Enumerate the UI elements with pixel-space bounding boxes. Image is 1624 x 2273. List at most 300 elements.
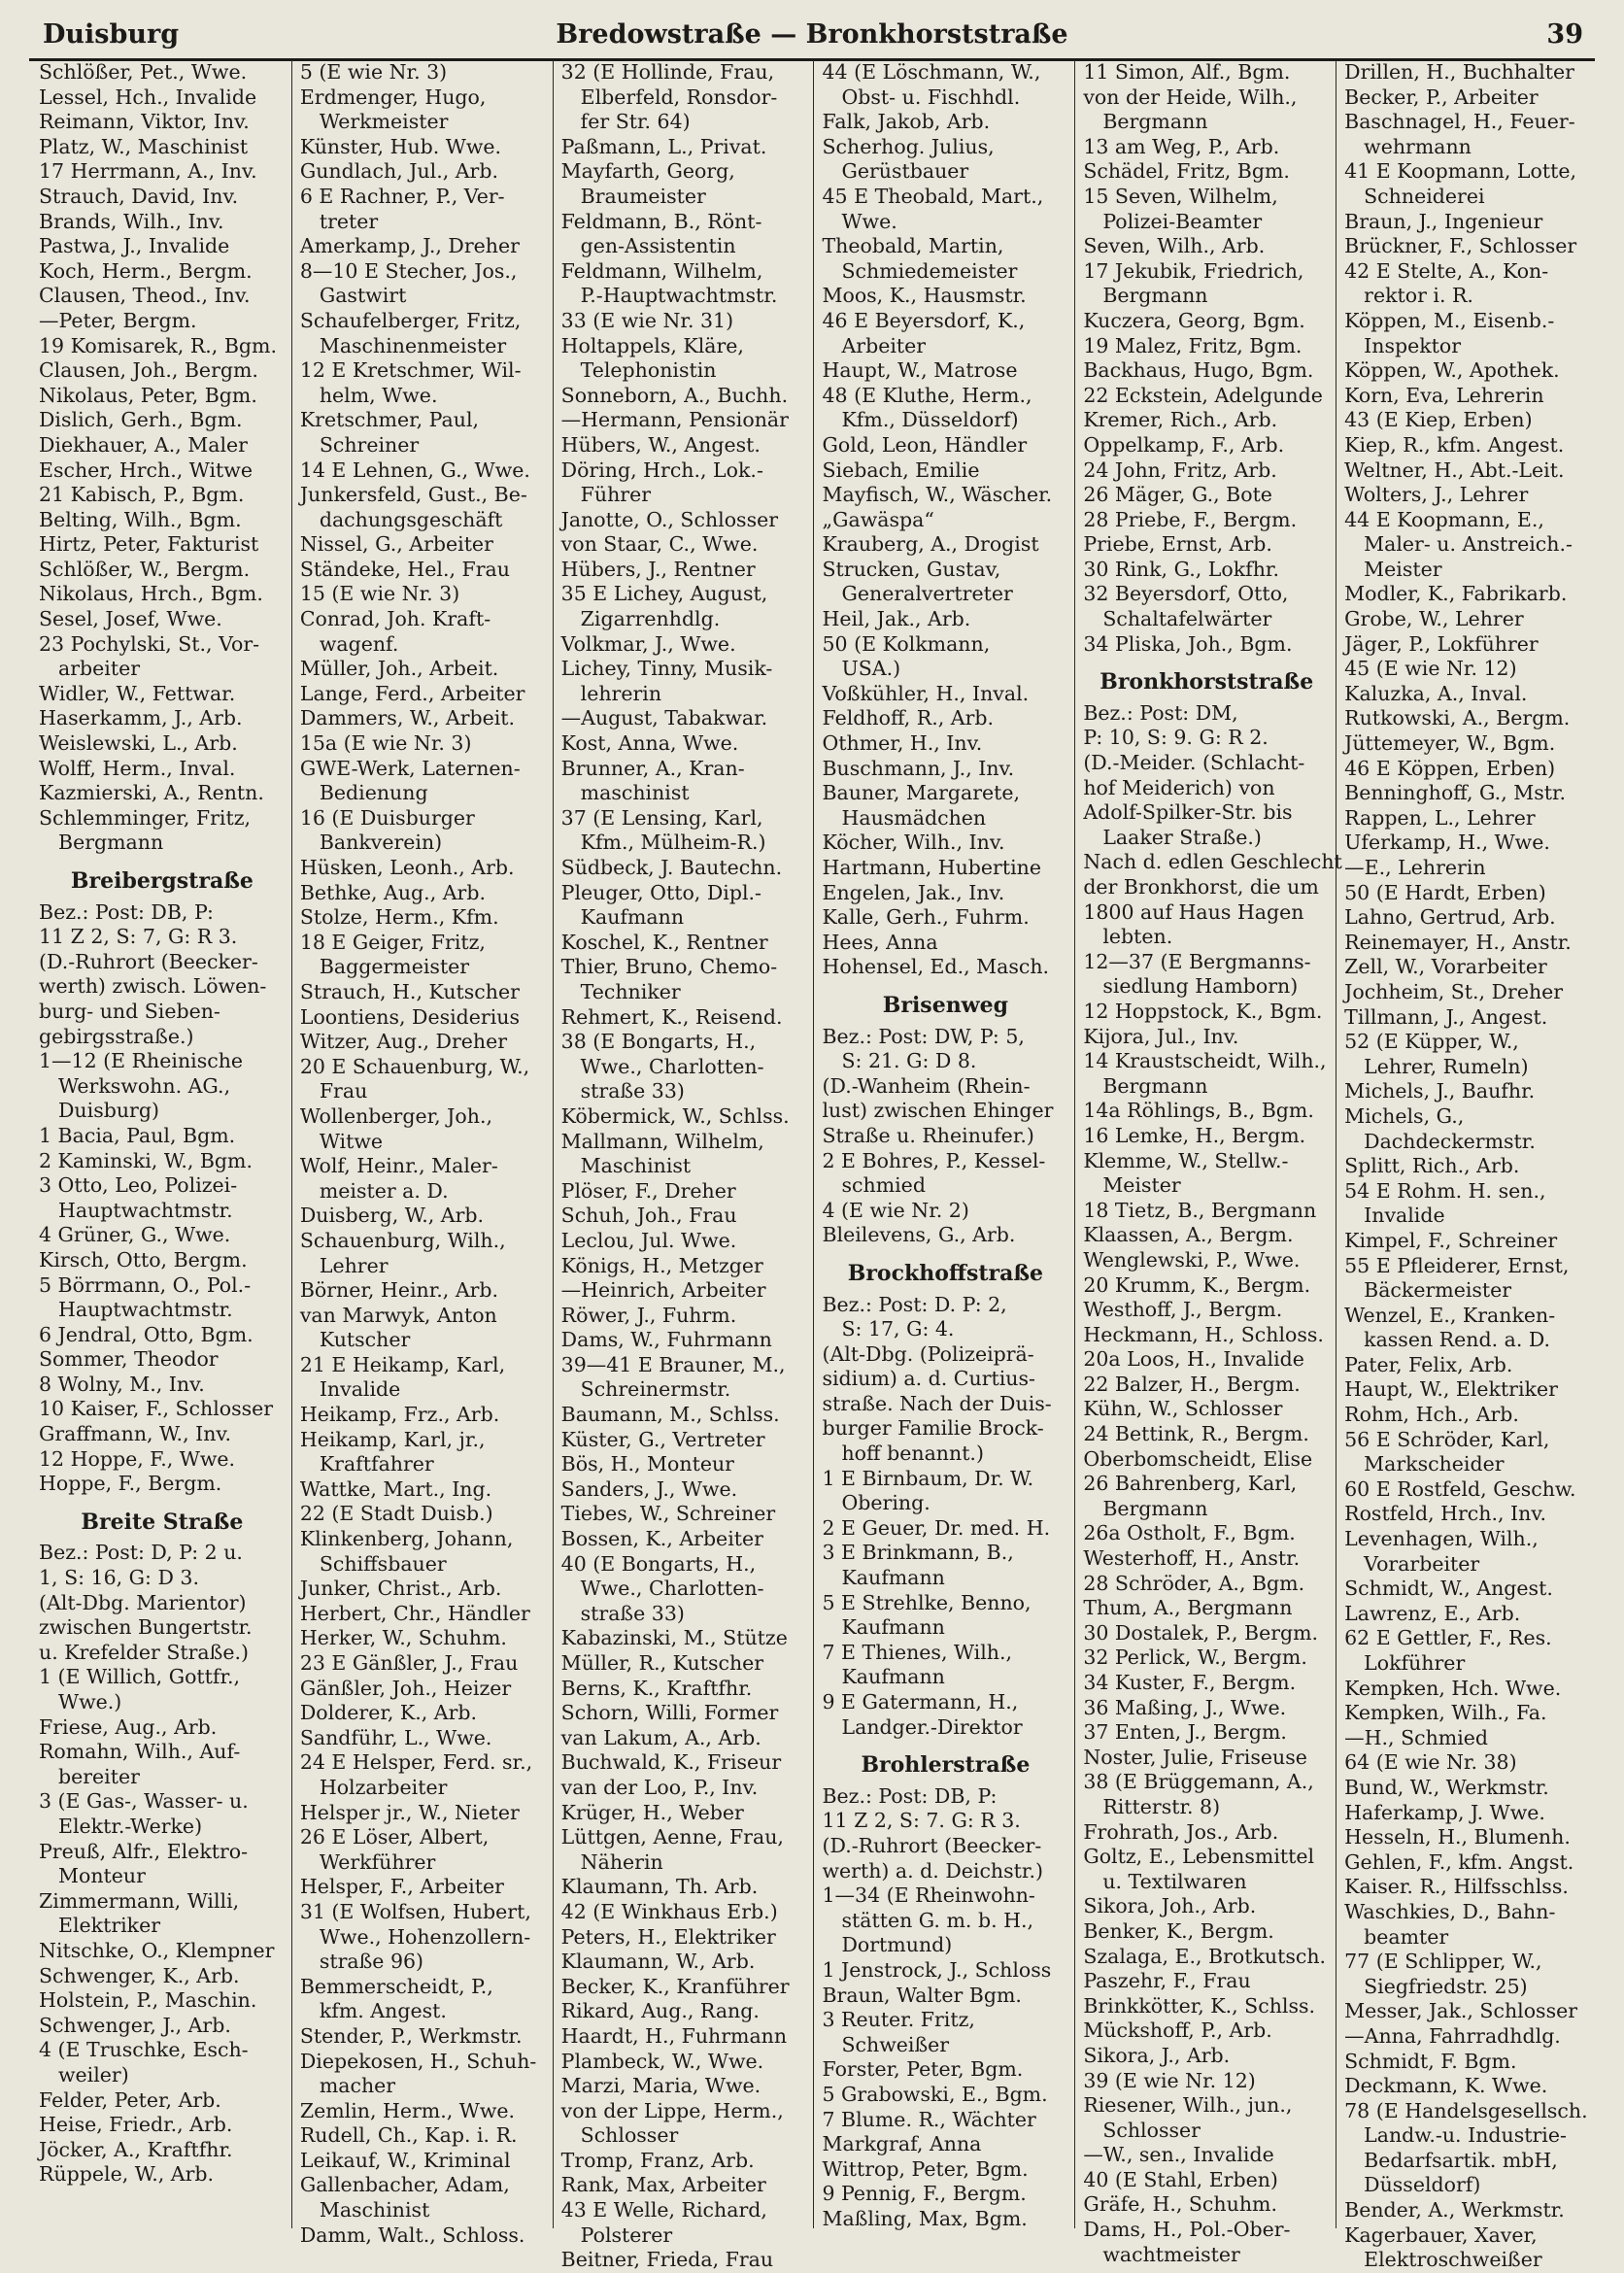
directory-entry: 13 am Weg, P., Arb. bbox=[1083, 134, 1280, 158]
directory-entry: 1, S: 16, G: D 3. bbox=[39, 1566, 199, 1590]
directory-entry: 6 E Rachner, P., Ver- bbox=[299, 184, 505, 208]
directory-entry: Wolf, Heinr., Maler- bbox=[299, 1154, 498, 1178]
directory-entry: Holtappels, Kläre, bbox=[560, 333, 744, 357]
directory-entry: Strauch, H., Kutscher bbox=[299, 979, 520, 1003]
directory-entry: Elektriker bbox=[58, 1914, 161, 1938]
directory-entry: Wittrop, Peter, Bgm. bbox=[822, 2156, 1029, 2181]
directory-entry: Landger.-Direktor bbox=[841, 1714, 1023, 1739]
directory-entry: Backhaus, Hugo, Bgm. bbox=[1083, 358, 1314, 383]
directory-entry: Polizei-Beamter bbox=[1102, 209, 1263, 233]
directory-entry: Benninghoff, G., Mstr. bbox=[1344, 781, 1567, 805]
directory-entry: Frau bbox=[319, 1079, 368, 1103]
directory-entry: Klaumann, Th. Arb. bbox=[560, 1875, 759, 1899]
directory-entry: Hartmann, Hubertine bbox=[822, 856, 1041, 879]
directory-entry: Gold, Leon, Händler bbox=[822, 432, 1028, 457]
directory-entry: Schuh, Joh., Frau bbox=[560, 1204, 737, 1228]
directory-entry: straße 33) bbox=[580, 1601, 685, 1625]
directory-entry: 26 Mäger, G., Bote bbox=[1083, 483, 1272, 507]
directory-entry: Feldmann, B., Rönt- bbox=[560, 209, 762, 233]
directory-entry: 5 Grabowski, E., Bgm. bbox=[822, 2082, 1048, 2106]
directory-entry: werth) a. d. Deichstr.) bbox=[822, 1858, 1043, 1883]
directory-entry: Bös, H., Monteur bbox=[560, 1452, 734, 1476]
directory-entry: Maschinist bbox=[580, 1154, 692, 1178]
directory-entry: Kühn, W., Schlosser bbox=[1083, 1397, 1283, 1421]
directory-entry: Hübers, J., Rentner bbox=[560, 557, 756, 581]
directory-entry: 40 (E Stahl, Erben) bbox=[1083, 2167, 1278, 2191]
directory-entry: Mayfisch, W., Wäscher. bbox=[822, 483, 1053, 507]
directory-entry: Kaufmann bbox=[841, 1665, 945, 1689]
directory-entry: Bauner, Margarete, bbox=[822, 781, 1021, 805]
directory-entry: Bund, W., Werkmstr. bbox=[1344, 1775, 1549, 1799]
directory-entry: Rutkowski, A., Bergm. bbox=[1344, 706, 1571, 730]
directory-entry: 15 Seven, Wilhelm, bbox=[1083, 184, 1278, 208]
directory-entry: 20 Krumm, K., Bergm. bbox=[1083, 1272, 1311, 1297]
directory-entry: Obering. bbox=[841, 1491, 930, 1515]
column-4 bbox=[813, 60, 1074, 2228]
directory-entry: Erdmenger, Hugo, bbox=[299, 85, 487, 109]
directory-entry: Engelen, Jak., Inv. bbox=[822, 880, 1005, 904]
directory-entry: S: 21. G: D 8. bbox=[841, 1049, 977, 1073]
directory-entry: Schreinermstr. bbox=[580, 1377, 731, 1402]
directory-entry: Haupt, W., Matrose bbox=[822, 358, 1018, 383]
directory-entry: 43 E Welle, Richard, bbox=[560, 2198, 767, 2222]
directory-entry: —E., Lehrerin bbox=[1344, 856, 1486, 879]
directory-entry: Kalle, Gerh., Fuhrm. bbox=[822, 905, 1030, 930]
directory-entry: Loontiens, Desiderius bbox=[299, 1004, 520, 1029]
directory-entry: Hoppe, F., Bergm. bbox=[39, 1472, 222, 1496]
directory-entry: Weltner, H., Abt.-Leit. bbox=[1344, 458, 1565, 482]
directory-entry: Rappen, L., Lehrer bbox=[1344, 805, 1536, 830]
directory-entry: Jochheim, St., Dreher bbox=[1344, 979, 1564, 1003]
directory-entry: Jöcker, A., Kraftfhr. bbox=[39, 2137, 233, 2161]
directory-entry: Königs, H., Metzger bbox=[560, 1253, 763, 1277]
directory-entry: 30 Rink, G., Lokfhr. bbox=[1083, 557, 1279, 581]
column-1 bbox=[31, 60, 291, 2228]
directory-entry: Baschnagel, H., Feuer- bbox=[1344, 110, 1575, 134]
directory-entry: 37 Enten, J., Bergm. bbox=[1083, 1720, 1287, 1745]
directory-entry: 28 Schröder, A., Bgm. bbox=[1083, 1571, 1305, 1595]
directory-entry: Michels, G., bbox=[1344, 1103, 1465, 1128]
directory-entry: Strauch, David, Inv. bbox=[39, 184, 239, 208]
directory-entry: (Alt-Dbg. (Polizeiprä- bbox=[822, 1341, 1034, 1366]
directory-entry: Kirsch, Otto, Bergm. bbox=[39, 1247, 248, 1272]
directory-entry: wagenf. bbox=[319, 631, 399, 656]
directory-entry: 14 Kraustscheidt, Wilh., bbox=[1083, 1049, 1327, 1073]
directory-entry: Sandführ, L., Wwe. bbox=[299, 1725, 492, 1749]
directory-entry: Lahno, Gertrud, Arb. bbox=[1344, 905, 1556, 930]
header-street-range: Bredowstraße — Bronkhorststraße bbox=[556, 19, 1068, 50]
directory-entry: Pastwa, J., Invalide bbox=[39, 234, 230, 258]
directory-entry: Döring, Hrch., Lok.- bbox=[560, 458, 763, 482]
directory-entry: 42 E Stelte, A., Kon- bbox=[1344, 258, 1549, 283]
directory-entry: Polsterer bbox=[580, 2222, 673, 2247]
directory-entry: meister a. D. bbox=[319, 1178, 449, 1203]
directory-entry: Baumann, M., Schlss. bbox=[560, 1403, 780, 1427]
directory-entry: 44 E Koopmann, E., bbox=[1344, 507, 1544, 531]
directory-entry: Dams, H., Pol.-Ober- bbox=[1083, 2218, 1291, 2242]
directory-entry: Kijora, Jul., Inv. bbox=[1083, 1024, 1239, 1048]
directory-entry: Feldmann, Wilhelm, bbox=[560, 258, 763, 283]
directory-entry: (D.-Ruhrort (Beecker- bbox=[39, 949, 258, 973]
directory-entry: 3 Reuter. Fritz, bbox=[822, 2008, 975, 2032]
directory-entry: Siebach, Emilie bbox=[822, 458, 980, 482]
directory-entry: Schaufelberger, Fritz, bbox=[299, 308, 522, 332]
directory-entry: Rudell, Ch., Kap. i. R. bbox=[299, 2123, 518, 2148]
directory-entry: Priebe, Ernst, Arb. bbox=[1083, 532, 1272, 557]
directory-entry: burg- und Sieben- bbox=[39, 999, 220, 1023]
directory-entry: Südbeck, J. Bautechn. bbox=[560, 856, 783, 879]
directory-entry: Kfm., Mülheim-R.) bbox=[580, 831, 766, 855]
street-heading: Breibergstraße bbox=[70, 868, 254, 894]
directory-entry: Witwe bbox=[319, 1129, 384, 1153]
directory-entry: Bez.: Post: DB, P: bbox=[39, 899, 214, 924]
directory-entry: Gräfe, H., Schuhm. bbox=[1083, 2192, 1277, 2217]
directory-entry: 31 (E Wolfsen, Hubert, bbox=[299, 1899, 531, 1923]
directory-entry: Gundlach, Jul., Arb. bbox=[299, 159, 498, 184]
directory-entry: 11 Simon, Alf., Bgm. bbox=[1083, 60, 1291, 84]
directory-entry: dachungsgeschäft bbox=[319, 507, 503, 531]
directory-entry: Bedarfsartik. mbH, bbox=[1364, 2148, 1558, 2172]
directory-entry: 56 E Schröder, Karl, bbox=[1344, 1427, 1550, 1451]
directory-entry: Feldhoff, R., Arb. bbox=[822, 706, 995, 730]
directory-entry: Bez.: Post: D. P: 2, bbox=[822, 1292, 1007, 1316]
directory-entry: Falk, Jakob, Arb. bbox=[822, 110, 991, 134]
directory-entry: Obst- u. Fischhdl. bbox=[841, 85, 1021, 109]
directory-entry: Telephonistin bbox=[580, 358, 717, 383]
directory-entry: Schmidt, W., Angest. bbox=[1344, 1577, 1553, 1601]
directory-entry: Goltz, E., Lebensmittel bbox=[1083, 1845, 1315, 1869]
directory-entry: Schreiner bbox=[319, 432, 420, 457]
directory-entry: 18 Tietz, B., Bergmann bbox=[1083, 1198, 1317, 1222]
directory-entry: Köbermick, W., Schlss. bbox=[560, 1103, 790, 1128]
directory-entry: 50 (E Hardt, Erben) bbox=[1344, 880, 1546, 904]
directory-entry: Hausmädchen bbox=[841, 805, 987, 830]
directory-entry: 38 (E Bongarts, H., bbox=[560, 1030, 757, 1054]
directory-entry: —W., sen., Invalide bbox=[1083, 2143, 1274, 2167]
directory-entry: Marzi, Maria, Wwe. bbox=[560, 2074, 761, 2098]
directory-entry: 1800 auf Haus Hagen bbox=[1083, 899, 1304, 924]
directory-entry: Hauptwachtmstr. bbox=[58, 1298, 233, 1322]
directory-entry: gen-Assistentin bbox=[580, 234, 736, 258]
directory-entry: Gehlen, F., kfm. Angst. bbox=[1344, 1849, 1574, 1874]
directory-entry: Platz, W., Maschinist bbox=[39, 134, 249, 158]
directory-entry: Romahn, Wilh., Auf- bbox=[39, 1740, 241, 1764]
directory-entry: Riesener, Wilh., jun., bbox=[1083, 2093, 1293, 2118]
directory-entry: Kuczera, Georg, Bgm. bbox=[1083, 308, 1305, 332]
directory-entry: Maschinenmeister bbox=[319, 333, 507, 357]
directory-entry: 20a Loos, H., Invalide bbox=[1083, 1347, 1304, 1372]
directory-entry: Nitschke, O., Klempner bbox=[39, 1938, 275, 1962]
directory-entry: —Peter, Bergm. bbox=[39, 308, 197, 332]
directory-entry: Heikamp, Karl, jr., bbox=[299, 1427, 486, 1451]
directory-entry: Pleuger, Otto, Dipl.- bbox=[560, 880, 761, 904]
directory-entry: Lehrer bbox=[319, 1253, 389, 1277]
directory-entry: Dams, W., Fuhrmann bbox=[560, 1328, 772, 1352]
directory-entry: Leclou, Jul. Wwe. bbox=[560, 1228, 737, 1252]
directory-entry: Moos, K., Hausmstr. bbox=[822, 284, 1027, 308]
directory-entry: Kiep, R., kfm. Angest. bbox=[1344, 432, 1565, 457]
directory-entry: 15 (E wie Nr. 3) bbox=[299, 582, 460, 606]
directory-entry: Kfm., Düsseldorf) bbox=[841, 408, 1019, 432]
directory-entry: Schlosser bbox=[1102, 2118, 1201, 2142]
directory-entry: Kaufmann bbox=[580, 905, 685, 930]
directory-entry: Dolderer, K., Arb. bbox=[299, 1701, 478, 1725]
directory-entry: 1 (E Willich, Gottfr., bbox=[39, 1665, 241, 1689]
directory-entry: Braun, J., Ingenieur bbox=[1344, 209, 1543, 233]
directory-entry: Heise, Friedr., Arb. bbox=[39, 2113, 233, 2137]
directory-entry: Hauptwachtmstr. bbox=[58, 1198, 233, 1222]
directory-entry: von der Lippe, Herm., bbox=[560, 2098, 784, 2122]
directory-entry: Escher, Hrch., Witwe bbox=[39, 458, 253, 482]
directory-entry: Wolff, Herm., Inval. bbox=[39, 756, 236, 780]
column-2 bbox=[291, 60, 553, 2247]
directory-entry: Kaufmann bbox=[841, 1566, 945, 1590]
directory-entry: Klemme, W., Stellw.- bbox=[1083, 1148, 1289, 1172]
directory-entry: 39 (E wie Nr. 12) bbox=[1083, 2068, 1256, 2092]
directory-entry: 23 Pochylski, St., Vor- bbox=[39, 631, 260, 656]
directory-entry: Bergmann bbox=[1102, 110, 1208, 134]
directory-entry: 3 Otto, Leo, Polizei- bbox=[39, 1173, 238, 1198]
directory-entry: Bender, A., Werkmstr. bbox=[1344, 2198, 1565, 2222]
directory-entry: Inspektor bbox=[1364, 333, 1462, 357]
directory-entry: straße 33) bbox=[580, 1079, 685, 1103]
directory-entry: 11 Z 2, S: 7, G: R 3. bbox=[39, 925, 238, 949]
directory-entry: Mallmann, Wilhelm, bbox=[560, 1129, 764, 1153]
directory-entry: 1—34 (E Rheinwohn- bbox=[822, 1883, 1035, 1908]
directory-entry: 55 E Pfleiderer, Ernst, bbox=[1344, 1253, 1570, 1277]
directory-entry: Näherin bbox=[580, 1849, 663, 1874]
directory-entry: Bergmann bbox=[1102, 284, 1208, 308]
directory-entry: 3 (E Gas-, Wasser- u. bbox=[39, 1789, 249, 1814]
directory-entry: Maschinist bbox=[319, 2198, 430, 2222]
directory-entry: 1—12 (E Rheinische bbox=[39, 1049, 244, 1073]
directory-entry: 22 Balzer, H., Bergm. bbox=[1083, 1372, 1301, 1396]
directory-entry: weiler) bbox=[58, 2062, 129, 2086]
directory-entry: Bez.: Post: DB, P: bbox=[822, 1783, 998, 1808]
directory-entry: Müller, Joh., Arbeit. bbox=[299, 657, 499, 681]
directory-entry: Nikolaus, Peter, Bgm. bbox=[39, 383, 257, 407]
directory-entry: 39—41 E Brauner, M., bbox=[560, 1352, 786, 1376]
columns-container bbox=[31, 60, 1597, 2272]
directory-entry: Bankverein) bbox=[319, 831, 443, 855]
directory-entry: Witzer, Aug., Dreher bbox=[299, 1030, 508, 1054]
directory-entry: Bedienung bbox=[319, 781, 428, 805]
directory-entry: Thier, Bruno, Chemo- bbox=[560, 955, 778, 979]
directory-entry: 64 (E wie Nr. 38) bbox=[1344, 1750, 1517, 1775]
directory-entry: Clausen, Theod., Inv. bbox=[39, 284, 251, 308]
directory-entry: Kaufmann bbox=[841, 1615, 945, 1640]
directory-entry: 32 (E Hollinde, Frau, bbox=[560, 60, 775, 84]
directory-entry: Jüttemeyer, W., Bgm. bbox=[1344, 731, 1556, 756]
directory-entry: Benker, K., Bergm. bbox=[1083, 1918, 1274, 1943]
directory-entry: —August, Tabakwar. bbox=[560, 706, 768, 730]
directory-entry: 11 Z 2, S: 7. G: R 3. bbox=[822, 1809, 1021, 1833]
directory-entry: Holzarbeiter bbox=[319, 1775, 448, 1799]
directory-entry: Sonneborn, A., Buchh. bbox=[560, 383, 789, 407]
directory-entry: 1 Jenstrock, J., Schloss bbox=[822, 1957, 1052, 1982]
directory-entry: Zigarrenhdlg. bbox=[580, 607, 721, 631]
page-number: 39 bbox=[1546, 19, 1583, 50]
directory-entry: Pater, Felix, Arb. bbox=[1344, 1352, 1513, 1376]
directory-entry: Lawrenz, E., Arb. bbox=[1344, 1601, 1521, 1625]
directory-entry: wachtmeister bbox=[1102, 2242, 1240, 2266]
directory-entry: Weislewski, L., Arb. bbox=[39, 731, 238, 756]
directory-entry: Markscheider bbox=[1364, 1452, 1505, 1476]
directory-entry: Dachdeckermstr. bbox=[1364, 1129, 1536, 1153]
directory-entry: burger Familie Brock- bbox=[822, 1416, 1044, 1441]
directory-entry: S: 17, G: 4. bbox=[841, 1317, 955, 1341]
directory-entry: van der Loo, P., Inv. bbox=[560, 1775, 759, 1799]
directory-entry: Stolze, Herm., Kfm. bbox=[299, 905, 499, 930]
directory-entry: 2 E Geuer, Dr. med. H. bbox=[822, 1515, 1051, 1540]
column-6 bbox=[1336, 60, 1597, 2272]
directory-entry: Holstein, P., Maschin. bbox=[39, 1988, 257, 2013]
directory-entry: 4 (E wie Nr. 2) bbox=[822, 1198, 969, 1222]
directory-entry: lust) zwischen Ehinger bbox=[822, 1099, 1054, 1123]
directory-entry: Levenhagen, Wilh., bbox=[1344, 1527, 1539, 1551]
directory-entry: Wenglewski, P., Wwe. bbox=[1083, 1247, 1301, 1272]
directory-entry: —H., Schmied bbox=[1344, 1725, 1489, 1749]
directory-entry: 26 E Löser, Albert, bbox=[299, 1825, 490, 1849]
directory-entry: Sesel, Josef, Wwe. bbox=[39, 607, 222, 631]
directory-entry: 10 Kaiser, F., Schlosser bbox=[39, 1397, 274, 1421]
directory-entry: Schwenger, J., Arb. bbox=[39, 2013, 231, 2037]
directory-entry: Schweißer bbox=[841, 2032, 950, 2056]
directory-entry: Kazmierski, A., Rentn. bbox=[39, 781, 264, 805]
directory-entry: Klaumann, W., Arb. bbox=[560, 1950, 756, 1974]
directory-entry: Haserkamm, J., Arb. bbox=[39, 706, 243, 730]
directory-entry: Wollenberger, Joh., bbox=[299, 1103, 492, 1128]
directory-entry: Frohrath, Jos., Arb. bbox=[1083, 1819, 1279, 1844]
directory-entry: (D.-Ruhrort (Beecker- bbox=[822, 1833, 1042, 1857]
directory-entry: Szalaga, E., Brotkutsch. bbox=[1083, 1944, 1327, 1968]
directory-entry: Hübers, W., Angest. bbox=[560, 432, 761, 457]
directory-entry: Ritterstr. 8) bbox=[1102, 1794, 1221, 1818]
directory-entry: 52 (E Küpper, W., bbox=[1344, 1030, 1519, 1054]
directory-entry: zwischen Bungertstr. bbox=[39, 1615, 253, 1640]
directory-entry: Elberfeld, Ronsdor- bbox=[580, 85, 778, 109]
directory-entry: Kimpel, F., Schreiner bbox=[1344, 1228, 1558, 1252]
directory-entry: hoff benannt.) bbox=[841, 1442, 984, 1466]
directory-entry: Waschkies, D., Bahn- bbox=[1344, 1899, 1556, 1923]
directory-entry: Junkersfeld, Gust., Be- bbox=[299, 483, 527, 507]
directory-entry: Brückner, F., Schlosser bbox=[1344, 234, 1577, 258]
directory-entry: 14 E Lehnen, G., Wwe. bbox=[299, 458, 530, 482]
directory-entry: Schlößer, Pet., Wwe. bbox=[39, 60, 248, 84]
directory-entry: Bez.: Post: DW, P: 5, bbox=[822, 1024, 1025, 1048]
directory-entry: Hüsken, Leonh., Arb. bbox=[299, 856, 515, 879]
directory-entry: Amerkamp, J., Dreher bbox=[299, 234, 520, 258]
directory-entry: Heikamp, Frz., Arb. bbox=[299, 1403, 500, 1427]
directory-entry: Ständeke, Hel., Frau bbox=[299, 557, 510, 581]
directory-entry: Schaltafelwärter bbox=[1102, 607, 1272, 631]
directory-entry: Maler- u. Anstreich.- bbox=[1364, 532, 1573, 557]
directory-entry: 2 Kaminski, W., Bgm. bbox=[39, 1148, 254, 1172]
directory-entry: Werkführer bbox=[319, 1849, 436, 1874]
directory-entry: schmied bbox=[841, 1173, 926, 1198]
directory-entry: Künster, Hub. Wwe. bbox=[299, 134, 502, 158]
directory-entry: Invalide bbox=[1364, 1204, 1445, 1228]
directory-entry: Monteur bbox=[58, 1864, 146, 1888]
directory-entry: Dislich, Gerh., Bgm. bbox=[39, 408, 243, 432]
directory-entry: Reimann, Viktor, Inv. bbox=[39, 110, 250, 134]
directory-entry: fer Str. 64) bbox=[580, 110, 691, 134]
directory-entry: Bez.: Post: D, P: 2 u. bbox=[39, 1541, 243, 1565]
directory-entry: 26a Ostholt, F., Bgm. bbox=[1083, 1521, 1296, 1545]
directory-entry: Hesseln, H., Blumenh. bbox=[1344, 1825, 1571, 1849]
directory-entry: Düsseldorf) bbox=[1364, 2173, 1481, 2197]
directory-entry: Drillen, H., Buchhalter bbox=[1344, 60, 1574, 84]
directory-entry: Tiebes, W., Schreiner bbox=[560, 1502, 776, 1526]
directory-entry: Grobe, W., Lehrer bbox=[1344, 607, 1524, 631]
directory-entry: 18 E Geiger, Fritz, bbox=[299, 930, 486, 954]
directory-entry: 8 Wolny, M., Inv. bbox=[39, 1372, 205, 1396]
directory-entry: Techniker bbox=[580, 979, 681, 1003]
directory-entry: Dammers, W., Arbeit. bbox=[299, 706, 516, 730]
directory-entry: 41 E Koopmann, Lotte, bbox=[1344, 159, 1576, 184]
directory-entry: Junker, Christ., Arb. bbox=[299, 1577, 502, 1601]
directory-entry: Zemlin, Herm., Wwe. bbox=[299, 2098, 516, 2122]
directory-entry: Kretschmer, Paul, bbox=[299, 408, 480, 432]
directory-entry: Jäger, P., Lokführer bbox=[1344, 631, 1539, 656]
directory-entry: 46 E Köppen, Erben) bbox=[1344, 756, 1556, 780]
directory-entry: Lehrer, Rumeln) bbox=[1364, 1054, 1529, 1078]
directory-entry: Bossen, K., Arbeiter bbox=[560, 1527, 763, 1551]
directory-entry: Arbeiter bbox=[841, 333, 927, 357]
directory-entry: GWE-Werk, Laternen- bbox=[299, 756, 521, 780]
directory-entry: 15a (E wie Nr. 3) bbox=[299, 731, 472, 756]
directory-entry: Schmiedemeister bbox=[841, 258, 1018, 283]
directory-entry: Seven, Wilh., Arb. bbox=[1083, 234, 1266, 258]
directory-entry: Meister bbox=[1364, 557, 1442, 581]
directory-entry: Plöser, F., Dreher bbox=[560, 1178, 736, 1203]
directory-entry: Bethke, Aug., Arb. bbox=[299, 880, 486, 904]
directory-entry: Widler, W., Fettwar. bbox=[39, 681, 236, 705]
directory-entry: Lange, Ferd., Arbeiter bbox=[299, 681, 525, 705]
directory-entry: hof Meiderich) von bbox=[1083, 775, 1275, 799]
directory-entry: Wolters, J., Lehrer bbox=[1344, 483, 1529, 507]
directory-entry: macher bbox=[319, 2074, 396, 2098]
directory-entry: Rostfeld, Hrch., Inv. bbox=[1344, 1502, 1546, 1526]
directory-entry: Nach d. edlen Geschlecht bbox=[1083, 850, 1342, 874]
street-heading: Breite Straße bbox=[81, 1509, 244, 1535]
directory-entry: 5 E Strehlke, Benno, bbox=[822, 1590, 1032, 1614]
directory-entry: 5 (E wie Nr. 3) bbox=[299, 60, 448, 84]
directory-entry: Generalvertreter bbox=[841, 582, 1013, 606]
directory-entry: Janotte, O., Schlosser bbox=[560, 507, 779, 531]
directory-entry: (D.-Wanheim (Rhein- bbox=[822, 1073, 1031, 1098]
directory-entry: Preuß, Alfr., Elektro- bbox=[39, 1839, 249, 1863]
directory-entry: Brunner, A., Kran- bbox=[560, 756, 745, 780]
directory-entry: 5 Börrmann, O., Pol.- bbox=[39, 1272, 252, 1297]
directory-entry: Invalide bbox=[319, 1377, 401, 1402]
directory-entry: 12 Hoppe, F., Wwe. bbox=[39, 1446, 236, 1471]
directory-entry: rektor i. R. bbox=[1364, 284, 1473, 308]
directory-entry: Forster, Peter, Bgm. bbox=[822, 2057, 1024, 2082]
directory-entry: Lokführer bbox=[1364, 1651, 1466, 1675]
directory-entry: Friese, Aug., Arb. bbox=[39, 1714, 218, 1739]
directory-entry: Werkmeister bbox=[319, 110, 449, 134]
directory-entry: Sikora, J., Arb. bbox=[1083, 2043, 1231, 2067]
directory-entry: Baggermeister bbox=[319, 955, 470, 979]
directory-entry: Thum, A., Bergmann bbox=[1083, 1596, 1293, 1620]
directory-entry: Braumeister bbox=[580, 184, 706, 208]
directory-entry: Koschel, K., Rentner bbox=[560, 930, 768, 954]
directory-entry: Rehmert, K., Reisend. bbox=[560, 1004, 783, 1029]
directory-entry: Herbert, Chr., Händler bbox=[299, 1601, 530, 1625]
directory-entry: 1 Bacia, Paul, Bgm. bbox=[39, 1123, 236, 1147]
directory-entry: werth) zwisch. Löwen- bbox=[39, 974, 267, 999]
